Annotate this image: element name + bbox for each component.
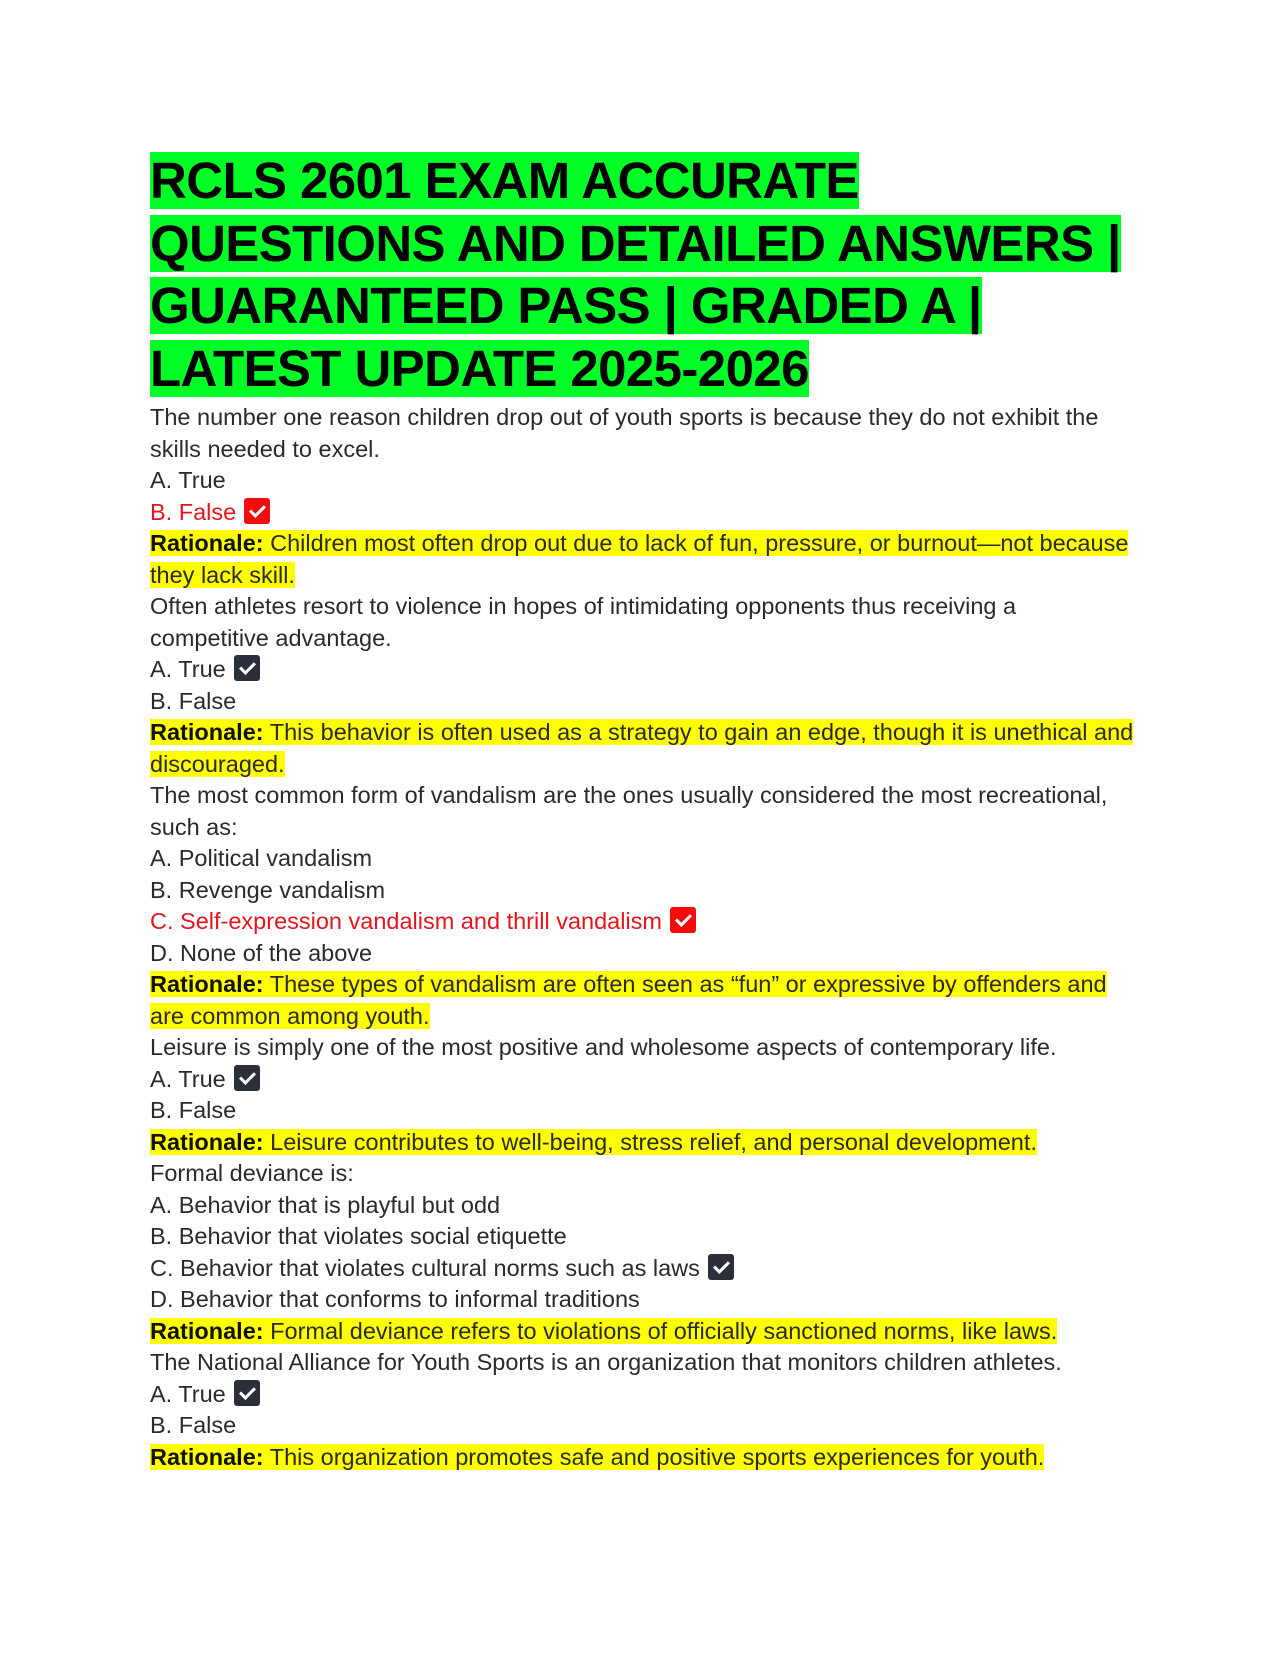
rationale-label: Rationale:	[150, 530, 264, 556]
option-d	[150, 938, 1140, 970]
option-a	[150, 1190, 1140, 1222]
option-b	[150, 875, 1140, 907]
rationale-highlight	[150, 971, 1107, 1029]
option-b	[150, 1221, 1140, 1253]
question-text: Formal deviance is:	[150, 1160, 354, 1186]
rationale	[150, 717, 1140, 780]
option-label: B. False	[150, 1097, 237, 1123]
option-c-correct	[150, 906, 1140, 938]
option-label: C. Behavior that violates cultural norms such as laws	[150, 1254, 700, 1281]
option-label: C. Self-expression vandalism and thrill vandalism	[150, 908, 662, 934]
rationale	[150, 1127, 1140, 1159]
question-6	[150, 1347, 1140, 1473]
check-mark-icon	[234, 1065, 260, 1091]
option-label: D. None of the above	[150, 939, 373, 966]
check-mark-icon	[244, 498, 270, 524]
option-label: B. False	[150, 687, 237, 714]
question-4	[150, 1032, 1140, 1158]
option-a-correct	[150, 1064, 1140, 1096]
rationale-text: Leisure contributes to well-being, stress relief, and personal development.	[270, 1128, 1037, 1155]
option-label: B. False	[150, 498, 237, 525]
document-page	[150, 150, 1140, 1473]
question-text: The most common form of vandalism are the ones usually considered the most recreational, such as:	[150, 782, 1108, 840]
question-text: The National Alliance for Youth Sports is an organization that monitors children athletes.	[150, 1349, 1062, 1375]
rationale-text: This organization promotes safe and positive sports experiences for youth.	[269, 1443, 1045, 1470]
rationale-label: Rationale:	[150, 1317, 264, 1344]
check-mark-icon	[234, 655, 260, 681]
option-label: B. Revenge vandalism	[150, 876, 386, 903]
rationale-label: Rationale:	[150, 1443, 264, 1470]
question-1	[150, 402, 1140, 591]
document-title	[150, 150, 1140, 400]
option-label: A. Behavior that is playful but odd	[150, 1191, 501, 1218]
question-list	[150, 402, 1140, 1473]
rationale-text: Children most often drop out due to lack of fun, pressure, or burnout—not because they lack skill.	[150, 530, 1129, 588]
rationale	[150, 1442, 1140, 1474]
question-2	[150, 591, 1140, 780]
rationale-label: Rationale:	[150, 1128, 264, 1155]
option-a	[150, 843, 1140, 875]
rationale-label: Rationale:	[150, 719, 264, 745]
option-label: B. False	[150, 1412, 237, 1438]
rationale	[150, 528, 1140, 591]
rationale-highlight	[150, 1318, 1057, 1344]
rationale	[150, 1316, 1140, 1348]
question-text: Often athletes resort to violence in hopes of intimidating opponents thus receiving a competitive advantage.	[150, 593, 1017, 651]
option-label: A. True	[150, 467, 226, 493]
option-label: A. True	[150, 1065, 226, 1092]
rationale-text: Formal deviance refers to violations of officially sanctioned norms, like laws.	[270, 1317, 1058, 1344]
rationale	[150, 969, 1140, 1032]
option-label: B. Behavior that violates social etiquette	[150, 1223, 567, 1249]
option-label: A. Political vandalism	[150, 845, 373, 871]
rationale-highlight	[150, 1129, 1037, 1155]
rationale-text: This behavior is often used as a strategy to gain an edge, though it is unethical and discouraged.	[150, 719, 1134, 777]
option-b	[150, 1410, 1140, 1442]
question-3	[150, 780, 1140, 1032]
option-a-correct	[150, 1379, 1140, 1411]
option-d	[150, 1284, 1140, 1316]
option-label: A. True	[150, 1380, 226, 1407]
option-a	[150, 465, 1140, 497]
question-5	[150, 1158, 1140, 1347]
option-label: A. True	[150, 656, 226, 682]
check-mark-icon	[234, 1380, 260, 1406]
option-b-correct	[150, 497, 1140, 529]
option-c-correct	[150, 1253, 1140, 1285]
option-label: D. Behavior that conforms to informal traditions	[150, 1286, 640, 1312]
option-a-correct	[150, 654, 1140, 686]
rationale-highlight	[150, 530, 1128, 588]
option-b	[150, 1095, 1140, 1127]
question-text: Leisure is simply one of the most positive and wholesome aspects of contemporary life.	[150, 1034, 1057, 1060]
title-highlight: RCLS 2601 EXAM ACCURATE QUESTIONS AND DETAILED ANSWERS | GUARANTEED PASS | GRADED A | LATEST UPDATE 2025-2026	[150, 152, 1121, 397]
rationale-label: Rationale:	[150, 971, 264, 997]
check-mark-icon	[708, 1254, 734, 1280]
rationale-highlight	[150, 719, 1133, 777]
rationale-highlight	[150, 1444, 1044, 1470]
check-mark-icon	[670, 907, 696, 933]
question-text: The number one reason children drop out of youth sports is because they do not exhibit the skills needed to excel.	[150, 404, 1099, 462]
option-b	[150, 686, 1140, 718]
rationale-text: These types of vandalism are often seen as “fun” or expressive by offenders and are common among youth.	[150, 971, 1107, 1029]
